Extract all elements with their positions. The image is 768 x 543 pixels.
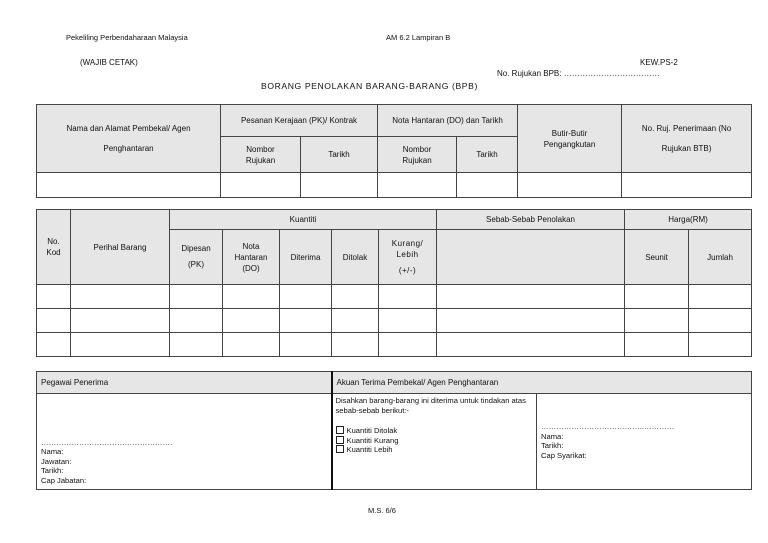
table-row: [37, 309, 752, 333]
supplier-ack-heading: Akuan Terima Pembekal/ Agen Penghantaran: [332, 372, 752, 394]
transport-header: Butir-Butir Pengangkutan: [518, 105, 622, 173]
option-rejected-label: Kuantiti Ditolak: [346, 426, 398, 435]
quantity-header: Kuantiti: [170, 210, 437, 230]
appendix-ref: AM 6.2 Lampiran B: [386, 33, 451, 42]
supplier-header: Nama dan Alamat Pembekal/ Agen Penghantaran: [37, 105, 221, 173]
option-excess: [336, 445, 534, 455]
checkbox-icon: [336, 426, 344, 434]
receiver-date-label: Tarikh:: [41, 466, 64, 475]
qty-received-header: Diterima: [280, 230, 332, 285]
receiver-signature-line: …………………………………………….: [41, 437, 173, 447]
receipt-ref-header: No. Ruj. Penerimaan (No Rujukan BTB): [622, 105, 752, 173]
reason-header: Sebab-Sebab Penolakan: [437, 210, 625, 230]
page-title: BORANG PENOLAKAN BARANG-BARANG (BPB): [261, 81, 478, 91]
reason-subheader: [437, 230, 625, 285]
circular-label: Pekeliling Perbendaharaan Malaysia: [66, 33, 188, 42]
supplier-stamp-label: Cap Syarikat:: [541, 450, 587, 460]
table-row: [37, 285, 752, 309]
receiver-heading: Pegawai Penerima: [37, 372, 332, 394]
supplier-name-label: Nama:: [541, 431, 564, 441]
delivery-header: Nota Hantaran (DO) dan Tarikh: [378, 105, 518, 137]
option-rejected: [336, 426, 534, 436]
supplier-sign-block: [537, 394, 752, 490]
must-print-label: (WAJIB CETAK): [80, 58, 138, 67]
qty-rejected-header: Ditolak: [332, 230, 379, 285]
form-code: KEW.PS-2: [640, 58, 678, 67]
qty-diff-header: [379, 230, 437, 285]
items-table: [36, 209, 752, 357]
supplier-table: [36, 104, 752, 198]
qty-diff-label: Kurang/ Lebih: [391, 239, 424, 259]
bpb-ref-label: No. Rujukan BPB: ………………………………: [497, 69, 660, 78]
table-row: [37, 333, 752, 357]
code-header: No. Kod: [37, 210, 71, 285]
checkbox-icon: [336, 445, 344, 453]
receiver-stamp-label: Cap Jabatan:: [41, 475, 87, 485]
qty-diff-sign: (+/-): [398, 266, 417, 275]
order-header: Pesanan Kerajaan (PK)/ Kontrak: [221, 105, 378, 137]
total-price-header: Jumlah: [689, 230, 752, 285]
receiver-name-label: Nama:: [41, 447, 64, 456]
item-desc-header: Perihal Barang: [71, 210, 170, 285]
supplier-signature-line: …………………………………..…………: [541, 422, 675, 431]
option-excess-label: Kuantiti Lebih: [346, 445, 393, 454]
qty-ordered-header: Dipesan (PK): [170, 230, 223, 285]
page-number: M.S. 6/6: [368, 506, 396, 515]
option-short: [336, 436, 534, 446]
receiver-position-label: Jawatan:: [41, 456, 72, 466]
qty-do-header: Nota Hantaran (DO): [223, 230, 280, 285]
option-short-label: Kuantiti Kurang: [346, 435, 399, 445]
delivery-date-subheader: Tarikh: [457, 137, 518, 173]
acknowledgement-table: [36, 371, 752, 490]
table-row: [37, 173, 752, 198]
unit-price-header: Seunit: [625, 230, 689, 285]
receiver-block: [37, 394, 332, 490]
delivery-ref-subheader: Nombor Rujukan: [378, 137, 457, 173]
supplier-date-label: Tarikh:: [541, 441, 564, 450]
order-ref-subheader: Nombor Rujukan: [221, 137, 301, 173]
checkbox-icon: [336, 436, 344, 444]
price-header: Harga(RM): [625, 210, 752, 230]
ack-statement: Disahkan barang-barang ini diterima untuk tindakan atas sebab-sebab berikut:-: [335, 396, 526, 415]
order-date-subheader: Tarikh: [301, 137, 378, 173]
ack-statement-block: [332, 394, 537, 490]
